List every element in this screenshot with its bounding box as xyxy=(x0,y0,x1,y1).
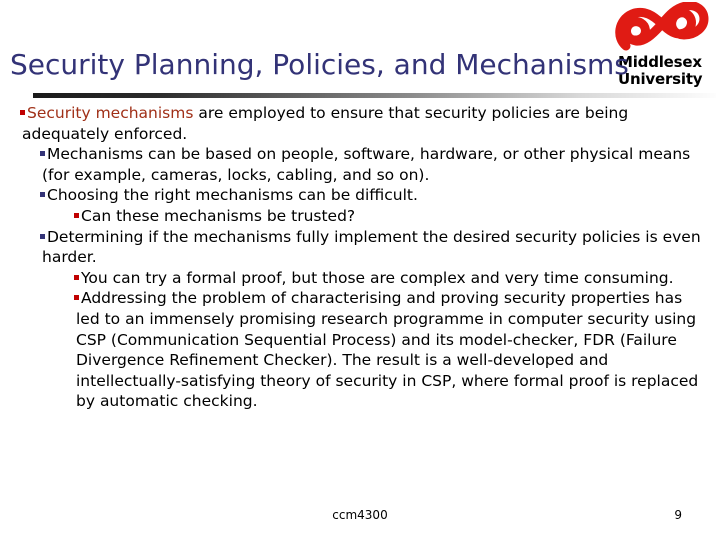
bullet-lead-text: Security mechanisms xyxy=(27,104,194,122)
bullet-square-icon xyxy=(74,213,79,218)
bullet-text: Choosing the right mechanisms can be difficult. xyxy=(47,186,418,205)
logo-line-2: University xyxy=(618,70,703,88)
bullet-item xyxy=(14,227,706,268)
logo-line-1: Middlesex xyxy=(618,53,702,71)
bullet-item xyxy=(14,144,706,185)
bullet-square-icon xyxy=(40,151,45,156)
footer-course-code: ccm4300 xyxy=(332,508,388,522)
title-divider-bar xyxy=(33,93,716,98)
bullet-text: You can try a formal proof, but those are complex and very time consuming. xyxy=(81,268,674,287)
bullet-item xyxy=(14,268,706,289)
footer-page-number: 9 xyxy=(674,508,682,522)
bullet-square-icon xyxy=(40,192,45,197)
bullet-square-icon xyxy=(74,275,79,280)
bullet-item xyxy=(14,103,706,144)
bullet-text: are employed to ensure that security policies are being adequately enforced. xyxy=(22,104,629,143)
bullet-text: Addressing the problem of characterising and proving security properties has led to an immensely promising research programme in computer security using CSP (Communication Sequential Process) and its model-checker, FDR (Failure Divergence Refinement Checker). The result is a well-developed and intellectually-satisfying theory of security in CSP, where formal proof is replaced by automatic checking. xyxy=(76,289,699,411)
bullet-text: Determining if the mechanisms fully implement the desired security policies is even harder. xyxy=(42,227,701,267)
bullet-text: Can these mechanisms be trusted? xyxy=(81,206,356,225)
bullet-text: Mechanisms can be based on people, software, hardware, or other physical means (for example, cameras, locks, cabling, and so on). xyxy=(42,145,691,184)
bullet-item xyxy=(14,206,706,227)
bullet-square-icon xyxy=(20,110,25,115)
bullet-square-icon xyxy=(40,234,45,239)
slide-body xyxy=(14,103,706,412)
bullet-item xyxy=(14,288,706,412)
bullet-item xyxy=(14,185,706,206)
slide-title: Security Planning, Policies, and Mechanisms xyxy=(10,48,629,81)
bullet-square-icon xyxy=(74,295,79,300)
